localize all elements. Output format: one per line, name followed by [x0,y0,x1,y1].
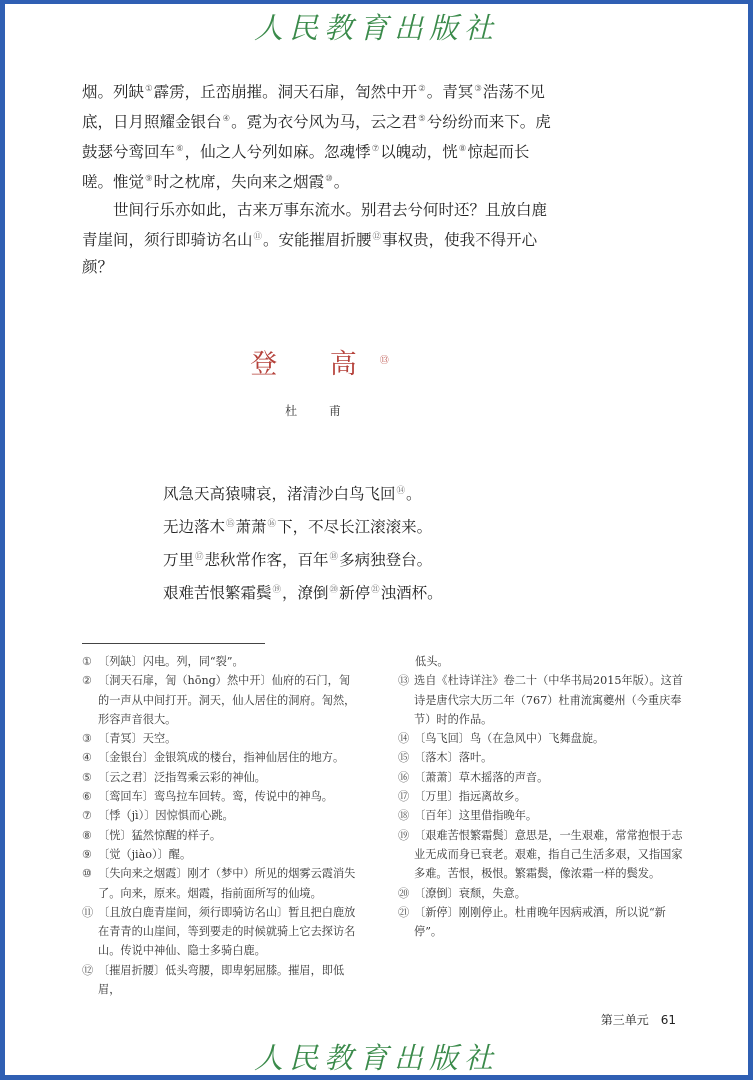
footnote-item [82,652,359,671]
text-segment: 霹雳，丘峦崩摧。洞天石扉，訇然中开 [153,83,418,102]
poem-line [163,542,443,575]
poem-body [163,476,443,609]
footnote-marker: ④ [222,114,231,125]
footnote-number: ② [82,674,93,688]
footnote-item [82,864,359,903]
footnote-marker: ⑪ [253,231,263,242]
footnote-number: ⑨ [82,847,93,861]
footnote-item [398,826,683,884]
footnote-text: 〔新停〕刚刚停止。杜甫晚年因病戒酒，所以说“新停”。 [414,905,666,939]
footnote-marker: ⑳ [329,585,339,596]
footnote-text: 选自《杜诗详注》卷二十（中华书局2015年版）。这首诗是唐代宗大历二年（767）杜甫流寓夔州（今重庆奉节）时的作品。 [414,674,683,726]
footnote-text: 〔鸾回车〕鸾鸟拉车回转。鸾，传说中的神鸟。 [98,790,333,804]
footnote-item [82,826,359,845]
footnote-marker: ⑯ [267,519,277,530]
footnote-item [82,961,359,1000]
notes-column-left [82,652,359,999]
footnote-item [398,787,683,806]
text-segment: 。安能摧眉折腰 [263,230,372,249]
footnote-text: 〔金银台〕金银筑成的楼台，指神仙居住的地方。 [98,751,345,765]
footnote-marker: ③ [474,84,482,94]
footnote-text: 〔鸟飞回〕鸟（在急风中）飞舞盘旋。 [414,732,605,746]
poem-title [0,342,640,381]
text-segment: 。青冥 [426,83,474,102]
text-segment: 浊酒杯。 [380,584,443,603]
text-segment: 无边落木 [163,518,226,537]
publisher-logo-top: 人民教育出版社 [253,11,499,45]
footnote-number: ⑪ [82,905,94,919]
footnote-number: ① [82,655,93,668]
footnote-number: ⑱ [398,809,410,823]
footnote-text: 〔青冥〕天空。 [98,732,177,746]
footnote-marker: ㉑ [371,585,380,596]
footnote-marker: ⑫ [372,231,382,242]
notes-right-list [398,671,683,941]
text-segment: 新停 [339,584,371,603]
footnote-text: 〔且放白鹿青崖间，须行即骑访名山〕暂且把白鹿放在青青的山崖间，等到要走的时候就骑上它去探访名山。传说中神仙、隐士多骑白鹿。 [98,905,356,958]
footnote-marker: ⑧ [458,144,467,155]
footnote-number: ⑦ [82,809,93,823]
footnote-text: 〔云之君〕泛指驾乘云彩的神仙。 [98,770,266,784]
footnote-text: 〔萧萧〕草木摇落的声音。 [414,770,549,784]
footnote-item [82,845,359,864]
text-segment: 。 [333,173,350,192]
text-segment: 浩荡不见底，日月照耀金银台 [82,83,545,132]
footnote-number: ⑩ [82,867,93,881]
footnote-text: 〔艰难苦恨繁霜鬓〕意思是，一生艰难，常常抱恨于志业无成而身已衰老。艰难，指自己生活多艰，又指国家多难。苦恨，极恨。繁霜鬓，像浓霜一样的鬓发。 [414,828,683,881]
footnote-item [82,903,359,961]
footnote-marker: ⑨ [145,174,153,185]
footnote-number: ⑳ [398,886,410,900]
note-text: 低头。 [415,655,449,668]
footnote-marker: ⑩ [325,174,333,185]
footnote-item [398,903,683,942]
footnote-text: 〔洞天石扉，訇（hōng）然中开〕仙府的石门，訇的一声从中间打开。洞天，仙人居住的洞府。訇然，形容声音很大。 [98,674,356,726]
text-segment: ，仙之人兮列如麻。忽魂悸 [184,143,371,162]
footnote-item [398,748,683,767]
text-segment: 下，不尽长江滚滚来。 [277,518,433,537]
text-segment: 风急天高猿啸哀，渚清沙白鸟飞回 [163,485,396,504]
page-frame-top [0,0,753,4]
footnote-marker: ① [145,84,153,94]
poem-line [163,509,443,542]
text-segment: 世间行乐亦如此，古来万事东流水。别君去兮何时还？且放白鹿青崖间，须行即骑访名山 [82,200,548,249]
footnote-text: 〔万里〕指远离故乡。 [414,790,526,804]
footnote-number: ③ [82,732,93,746]
prose-paragraph-2 [82,197,560,281]
prose-block [82,76,560,281]
footnote-text: 〔觉（jiào）〕醒。 [98,847,192,861]
footnote-number: ⑯ [398,770,410,784]
footnote-number: ⑰ [398,790,410,804]
text-segment: 。 [406,485,422,504]
poem-author: 杜 甫 [285,404,355,418]
footnote-item [398,729,683,748]
footnote-number: ④ [82,751,93,765]
footnote-number: ⑮ [398,751,410,765]
footnote-text: 〔悸（jì）〕因惊惧而心跳。 [98,809,234,823]
footnote-marker: ② [418,84,426,94]
page-footer: 第三单元 61 [600,1013,676,1027]
notes-column-right [398,652,683,941]
footnote-text: 〔百年〕这里借指晚年。 [414,809,538,823]
text-segment: 以魄动，恍 [380,143,458,162]
text-segment: 。霓为衣兮风为马，云之君 [231,113,418,132]
footnote-marker: ⑱ [329,552,339,563]
prose-paragraph-1 [82,76,560,197]
footnote-item [398,806,683,825]
footnote-number: ㉑ [398,905,410,919]
poem-title-text: 登 高 [250,349,379,380]
footnote-marker: ⑥ [176,144,184,155]
text-segment: 万里 [163,551,195,570]
footnote-number: ⑧ [82,828,93,842]
footnote-marker: ⑮ [226,519,235,530]
text-segment: 兮纷纷而来下。虎鼓瑟兮鸾回车 [82,113,551,162]
text-segment: 悲秋常作客，百年 [204,551,329,570]
footnote-marker: ⑲ [272,585,282,596]
text-segment: 萧萧 [235,518,267,537]
footnote-number: ⑥ [82,790,93,804]
footnote-text: 〔潦倒〕衰颓，失意。 [414,886,526,900]
poem-line [163,476,443,509]
footnote-number: ⑤ [82,770,93,784]
footnote-marker: ⑦ [371,144,380,155]
footnote-item [82,729,359,748]
footnote-marker: ⑭ [396,486,406,496]
footnote-number: ⑲ [398,828,410,842]
page-frame-right [748,0,753,1080]
footnote-marker: ⑰ [195,552,204,563]
poem-line [163,575,443,608]
publisher-logo-bottom: 人民教育出版社 [253,1041,499,1075]
footnote-item [398,884,683,903]
footnote-number: ⑭ [398,732,410,746]
footnote-number: ⑬ [398,674,410,688]
footnote-text: 〔列缺〕闪电。列，同“裂”。 [98,655,244,668]
text-segment: ，潦倒 [282,584,329,603]
footnote-item [82,806,359,825]
footnote-item [82,671,359,729]
footnote-item [398,768,683,787]
text-segment: 烟。列缺 [82,83,145,102]
footnote-text: 〔失向来之烟霞〕刚才（梦中）所见的烟雾云霞消失了。向来，原来。烟霞，指前面所写的仙境。 [98,867,356,900]
footnote-rule [82,643,265,644]
note-continuation [398,652,683,671]
page-frame-left [0,0,5,1080]
text-segment: 事权贵，使我不得开心颜？ [82,230,538,276]
footnote-number: ⑫ [82,963,94,977]
footnote-item [82,787,359,806]
footnote-item [398,671,683,729]
text-segment: 艰难苦恨繁霜鬓 [163,584,272,603]
footnote-item [82,768,359,787]
footnote-marker: ⑤ [418,114,426,125]
footnote-text: 〔恍〕猛然惊醒的样子。 [98,828,222,842]
footnote-marker: ⑬ [379,356,389,366]
text-segment: 时之枕席，失向来之烟霞 [153,173,325,192]
footnote-text: 〔落木〕落叶。 [414,751,493,765]
text-segment: 惊起而长嗟。惟觉 [82,143,530,192]
text-segment: 多病独登台。 [339,551,433,570]
footnote-text: 〔摧眉折腰〕低头弯腰，即卑躬屈膝。摧眉，即低眉， [98,963,345,997]
footnote-item [82,748,359,767]
